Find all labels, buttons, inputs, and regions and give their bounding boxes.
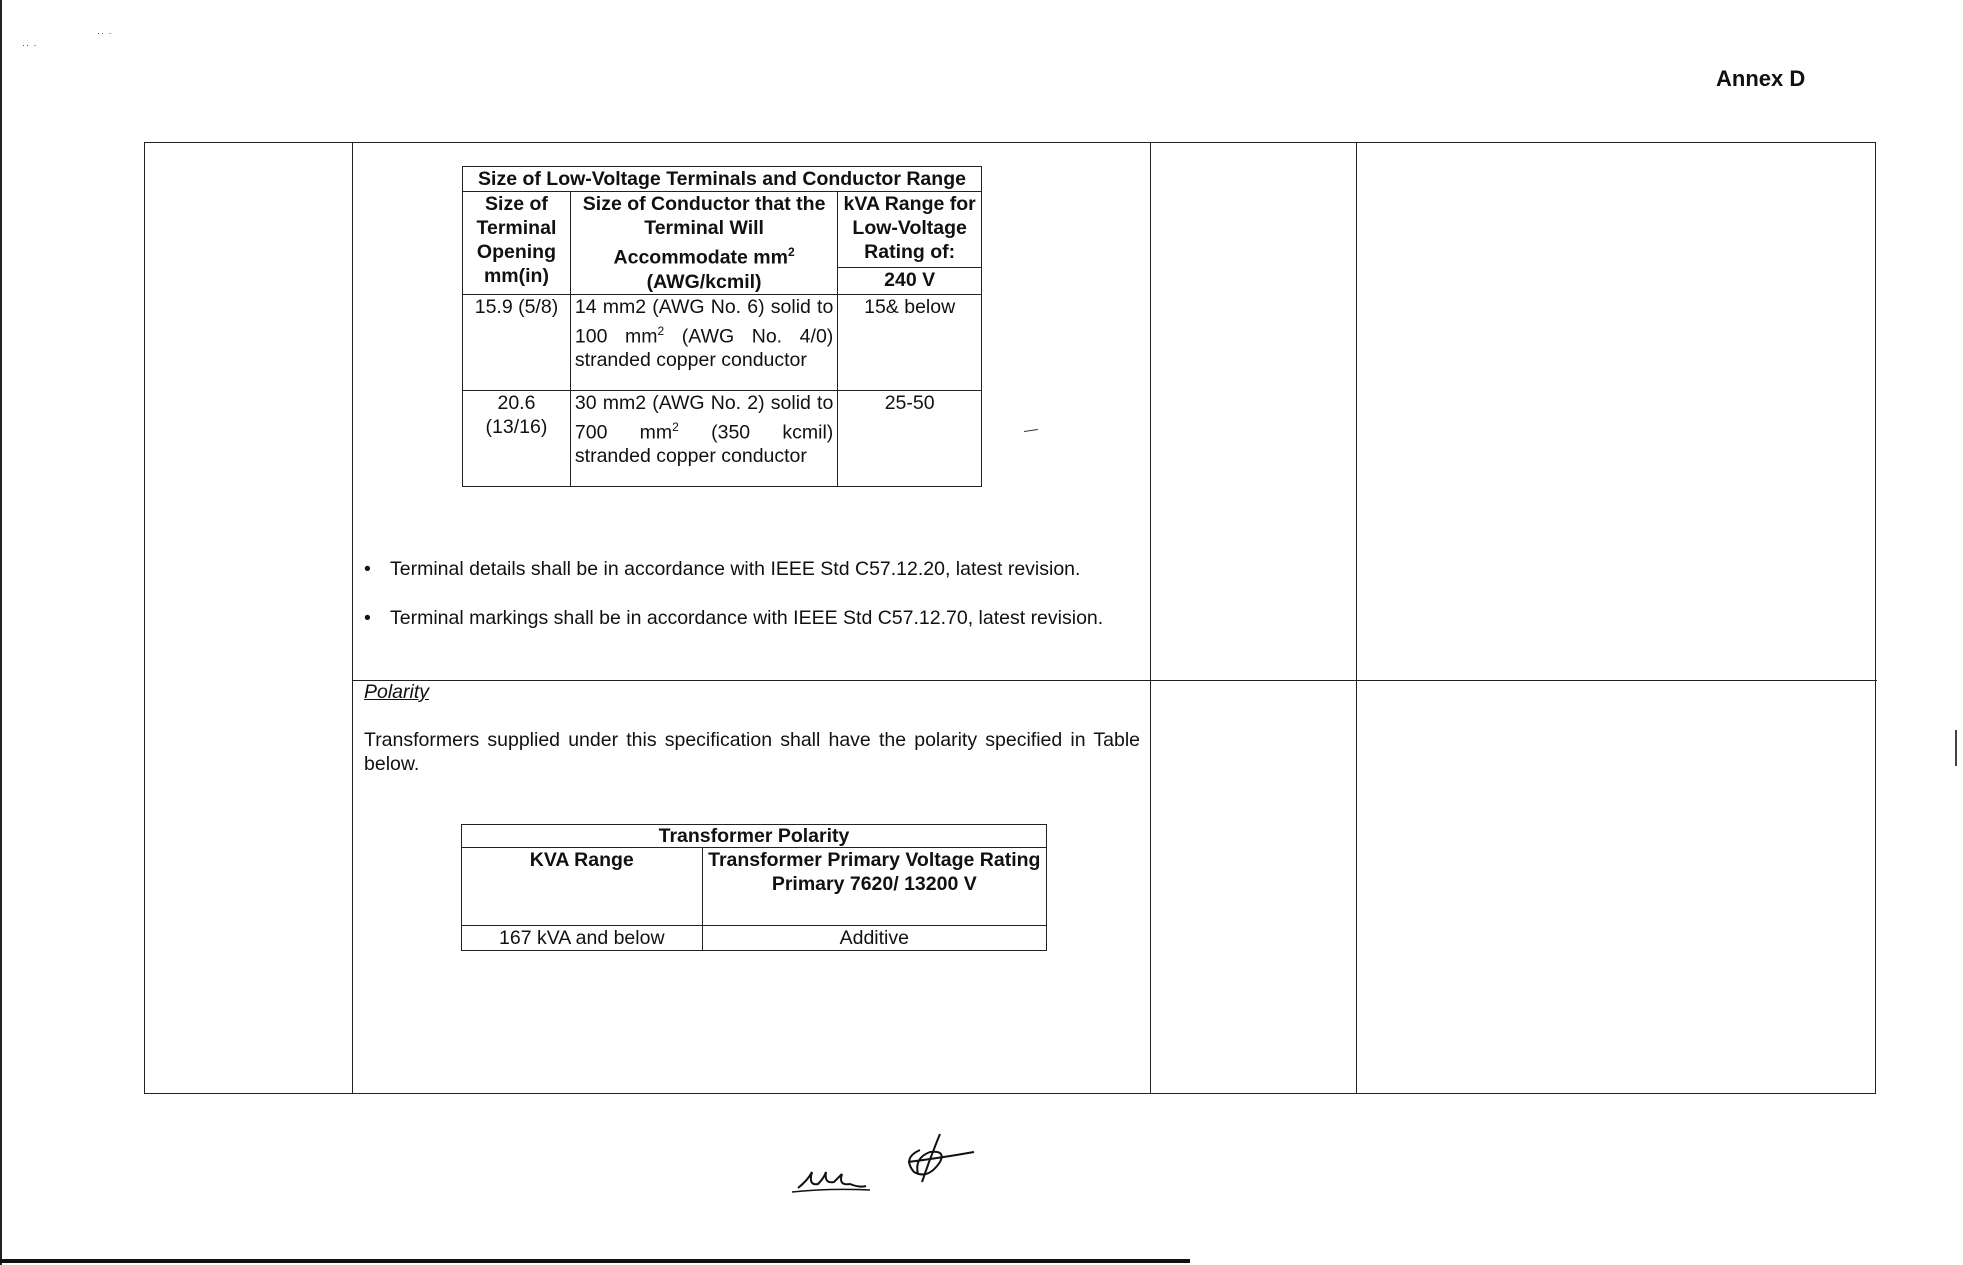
table-row	[462, 926, 1047, 951]
conductor-cell	[570, 390, 837, 486]
polarity-cell: Additive	[702, 926, 1046, 951]
col-header-conductor-sup: 2	[787, 245, 795, 259]
bullet-list	[364, 557, 1140, 631]
column-divider	[1356, 143, 1357, 1093]
terminal-table-wrap	[462, 166, 982, 487]
col-header-conductor	[570, 192, 837, 295]
polarity-section	[364, 680, 1140, 776]
list-item	[364, 557, 1140, 582]
table-row	[463, 390, 982, 486]
col-subheader-voltage: 240 V	[838, 268, 982, 294]
page-left-edge	[0, 0, 2, 1265]
polarity-heading: Polarity	[364, 681, 430, 703]
terminal-size-table	[462, 166, 982, 487]
conductor-sup: 2	[657, 323, 665, 338]
list-item	[364, 606, 1140, 631]
kva-range-cell: 167 kVA and below	[462, 926, 703, 951]
conductor-text: 14 mm2 (AWG No. 6) solid to 100 mm	[574, 295, 834, 347]
table-row	[463, 294, 982, 390]
terminal-table-caption: Size of Low-Voltage Terminals and Conductor Range	[463, 167, 982, 192]
kva-cell: 15& below	[838, 294, 982, 390]
annex-label: Annex D	[1716, 66, 1806, 91]
handwritten-initials	[790, 1128, 990, 1208]
column-divider	[352, 143, 353, 1093]
polarity-table-caption: Transformer Polarity	[462, 825, 1047, 848]
kva-cell: 25-50	[838, 390, 982, 486]
col-header-kva-range: KVA Range	[462, 848, 703, 926]
col-header-conductor-text: Size of Conductor that the Terminal Will Accommodate mm	[582, 193, 826, 269]
polarity-table-wrap	[461, 824, 1047, 951]
conductor-text: (350 kcmil) stranded copper conductor	[574, 421, 834, 467]
bullet-icon: •	[364, 558, 371, 580]
conductor-text: (AWG No. 4/0) stranded copper conductor	[574, 325, 834, 371]
col-header-conductor-unit: (AWG/kcmil)	[646, 270, 762, 293]
scan-mark: ·· ·	[97, 28, 113, 38]
scan-mark: ·· ·	[22, 40, 38, 50]
bullet-text: Terminal markings shall be in accordance with IEEE Std C57.12.70, latest revision.	[390, 607, 1104, 629]
conductor-sup: 2	[672, 419, 679, 434]
page-right-edge-mark	[1955, 730, 1957, 766]
col-header-primary-voltage: Transformer Primary Voltage Rating Primary 7620/ 13200 V	[702, 848, 1046, 926]
bullet-text: Terminal details shall be in accordance with IEEE Std C57.12.20, latest revision.	[390, 558, 1081, 580]
conductor-cell	[570, 294, 837, 390]
conductor-text: 30 mm2 (AWG No. 2) solid to 700 mm	[574, 391, 834, 443]
opening-cell: 15.9 (5/8)	[463, 294, 571, 390]
column-divider	[1150, 143, 1151, 1093]
polarity-paragraph: Transformers supplied under this specification shall have the polarity specified in Table below.	[364, 729, 1140, 775]
opening-cell: 20.6 (13/16)	[463, 390, 571, 486]
page-bottom-rule	[0, 1259, 1190, 1263]
polarity-table	[461, 824, 1047, 951]
bullet-icon: •	[364, 607, 371, 629]
col-header-kva: kVA Range for Low-Voltage Rating of:	[838, 192, 982, 268]
col-header-opening: Size of Terminal Opening mm(in)	[463, 192, 571, 295]
